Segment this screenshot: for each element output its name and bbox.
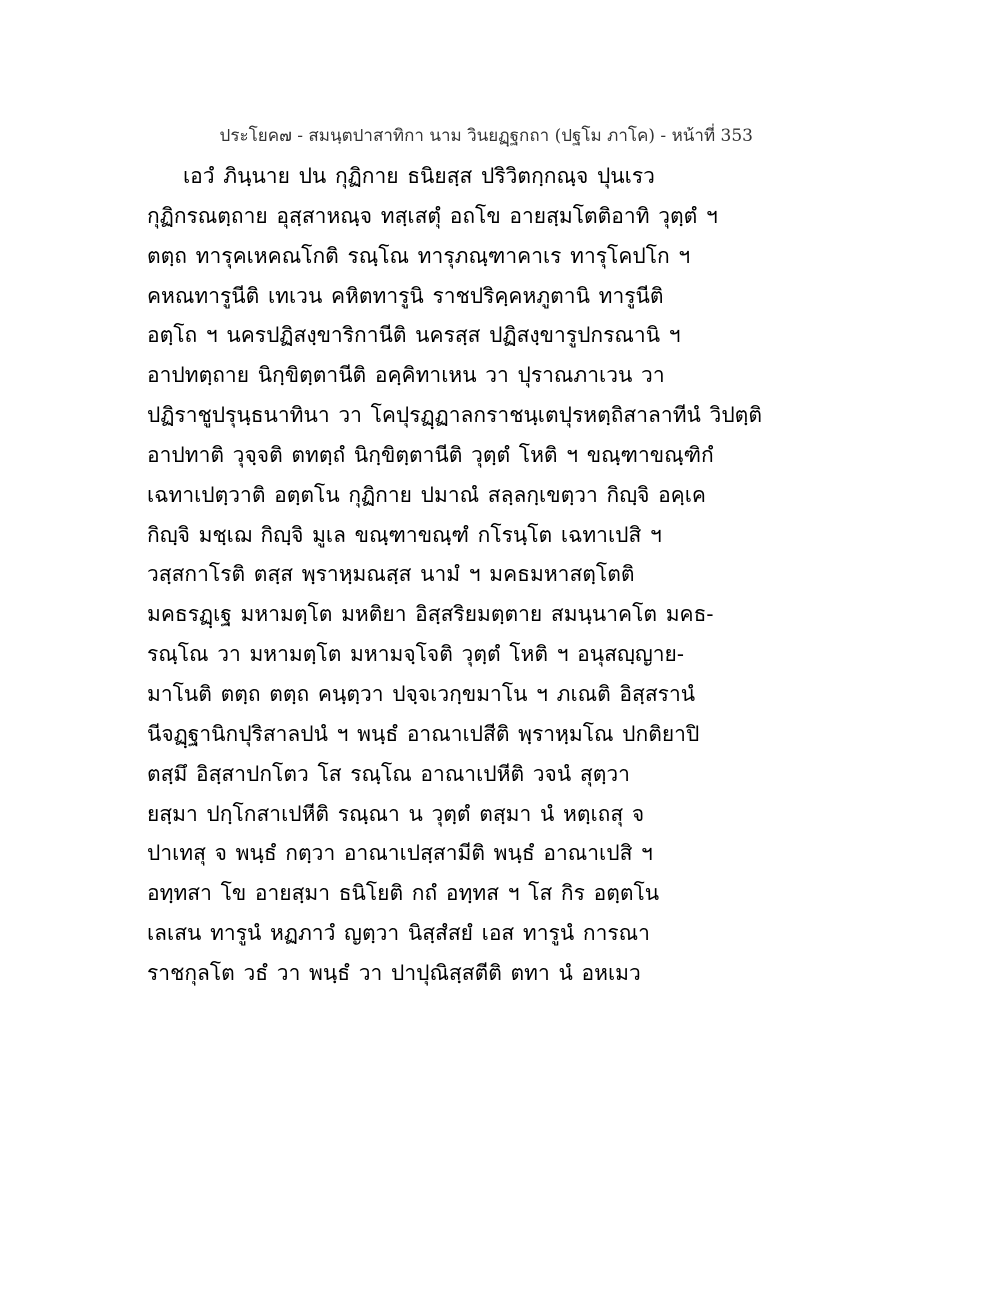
text-line: ยสฺมา ปกฺโกสาเปหีติ รณฺณา น วุตฺตํ ตสฺมา นํ หตฺเถสุ จ <box>147 801 645 826</box>
text-line: มาโนติ ตตฺถ ตตฺถ คนฺตฺวา ปจฺจเวกฺขมาโน ฯ ภเณติ อิสฺสรานํ <box>147 681 696 706</box>
running-header: ประโยค๗ - สมนฺตปาสาทิกา นาม วินยฏฺฐกถา (ปฐโม ภาโค) - หน้าที่ 353 <box>219 126 753 146</box>
text-line: กุฏิกรณตฺถาย อุสฺสาหณฺจ ทสฺเสตุํ อถโข อายสฺมโตติอาทิ วุตฺตํ ฯ <box>147 203 718 228</box>
text-line: ปาเทสุ จ พนฺธํ กตฺวา อาณาเปสฺสามีติ พนฺธํ อาณาเปสิ ฯ <box>147 841 653 866</box>
text-line: คหณทารูนีติ เทเวน คหิตทารูนิ ราชปริคฺคหภูตานิ ทารูนีติ <box>147 283 664 308</box>
text-line: วสฺสกาโรติ ตสฺส พฺราหฺมณสฺส นามํ ฯ มคธมหาสตฺโตติ <box>147 562 635 587</box>
body-text <box>147 157 762 994</box>
text-line: ราชกุลโต วธํ วา พนฺธํ วา ปาปุณิสฺสตีติ ตทา นํ อหเมว <box>147 960 641 985</box>
text-line: เฉทาเปตฺวาติ อตฺตโน กุฏิกาย ปมาณํ สลฺลกฺเขตฺวา กิญฺจิ อคฺเค <box>147 482 706 507</box>
text-line: รณฺโณ วา มหามตฺโต มหามจฺโจติ วุตฺตํ โหติ ฯ อนุสญฺญาย- <box>147 642 684 667</box>
text-line: อทฺทสา โข อายสฺมา ธนิโยติ กถํ อทฺทส ฯ โส กิร อตฺตโน <box>147 881 660 906</box>
text-line: เอวํ ภินฺนาย ปน กุฏิกาย ธนิยสฺส ปริวิตกฺกณฺจ ปุนเรว <box>183 164 655 188</box>
text-line: กิญฺจิ มชฺเฌ กิญฺจิ มูเล ขณฺฑาขณฺฑํ กโรนฺโต เฉทาเปสิ ฯ <box>147 522 662 547</box>
text-line: ตตฺถ ทารุคเหคณโกติ รณฺโณ ทารุภณฺฑาคาเร ทารุโคปโก ฯ <box>147 243 691 268</box>
text-line: เลเสน ทารูนํ หฏภาวํ ญตฺวา นิสฺสํสยํ เอส ทารูนํ การณา <box>147 921 650 946</box>
text-line: อตฺโถ ฯ นครปฏิสงฺขาริกานีติ นครสฺส ปฏิสงฺขารูปกรณานิ ฯ <box>147 323 681 348</box>
text-line: นีจฏฺฐานิกปุริสาลปนํ ฯ พนฺธํ อาณาเปสีติ พฺราหฺมโณ ปกติยาปิ <box>147 721 700 746</box>
text-line: ปฏิราชูปรุนฺธนาทินา วา โคปุรฏฺฏาลกราชนฺเตปุรหตฺถิสาลาทีนํ วิปตฺติ <box>147 403 762 428</box>
text-line: ตสฺมึ อิสฺสาปกโตว โส รณฺโณ อาณาเปหีติ วจนํ สุตฺวา <box>147 761 630 786</box>
text-line: อาปทตฺถาย นิกฺขิตฺตานีติ อคฺคิทาเหน วา ปุราณภาเวน วา <box>147 363 665 388</box>
text-line: อาปทาติ วุจฺจติ ตทตฺถํ นิกฺขิตฺตานีติ วุตฺตํ โหติ ฯ ขณฺฑาขณฺฑิกํ <box>147 442 714 467</box>
text-line: มคธรฏฺเฐ มหามตฺโต มหติยา อิสฺสริยมตฺตาย สมนฺนาคโต มคธ- <box>147 602 714 627</box>
